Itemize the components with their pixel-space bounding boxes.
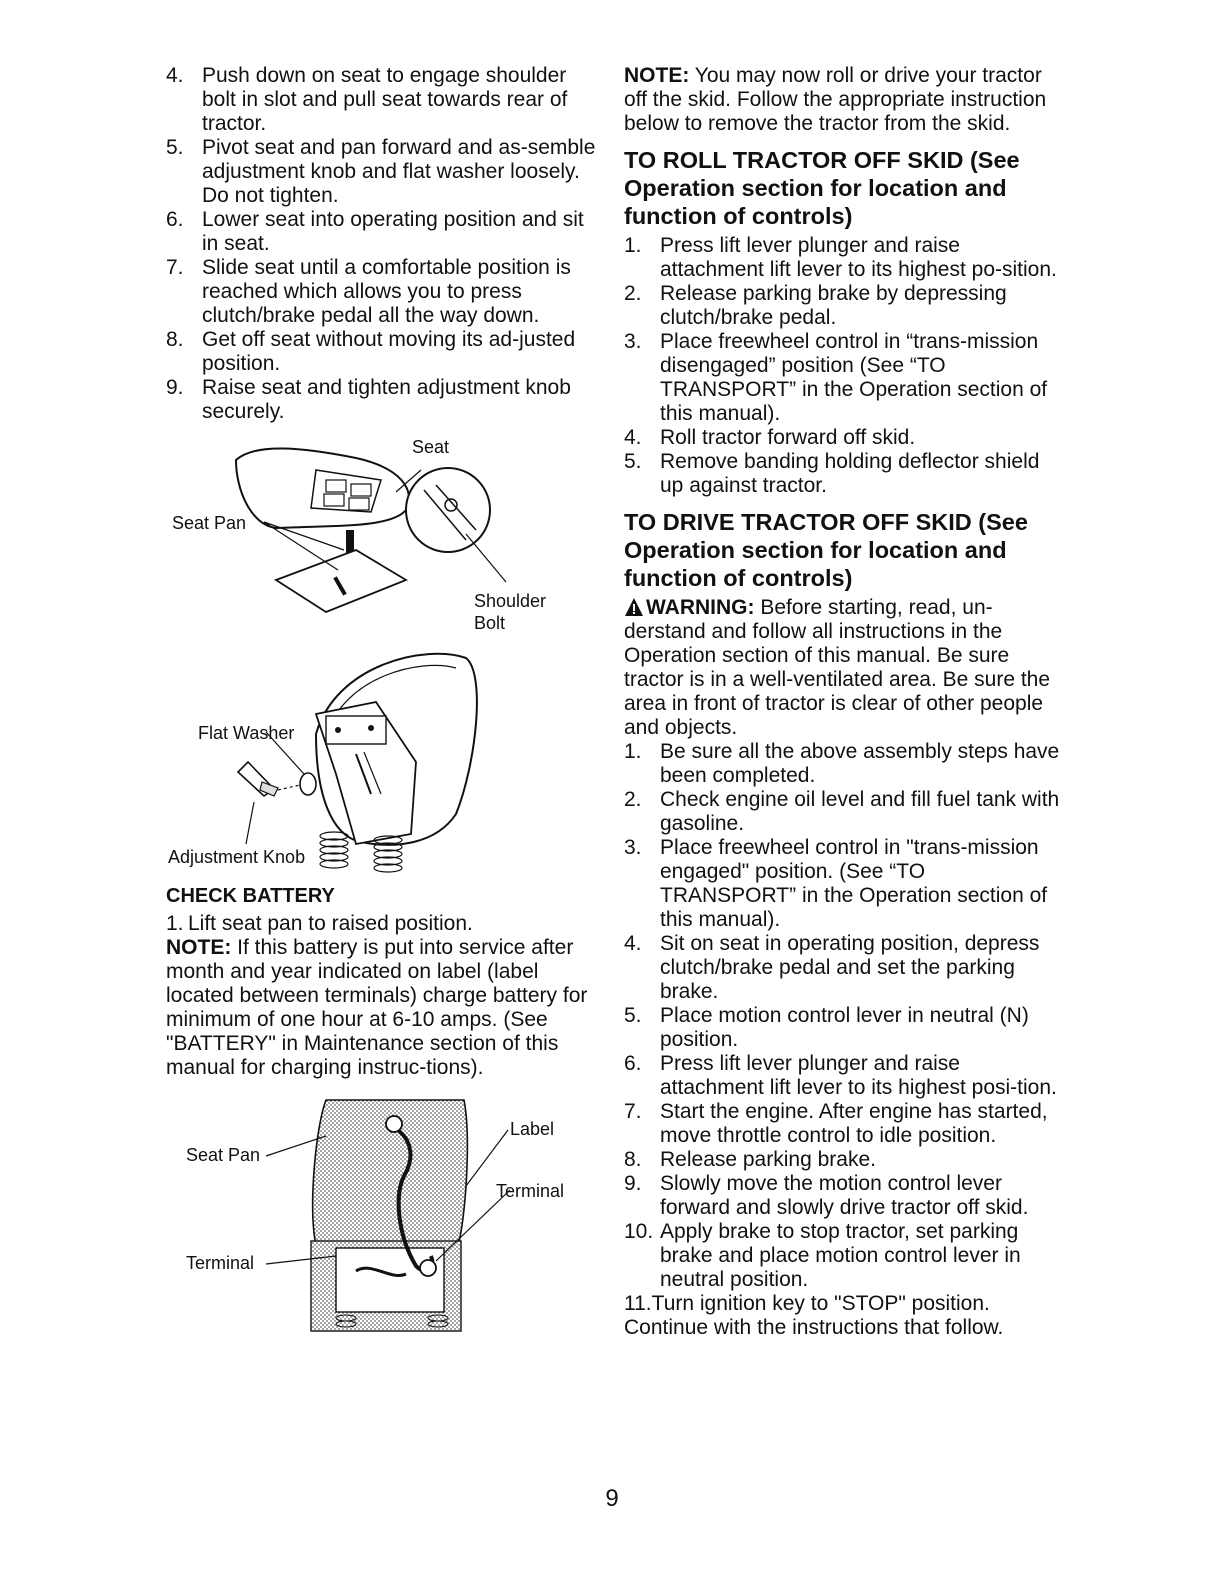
list-item: 3. Place freewheel control in “trans-mission disengaged” position (See “TO TRANSPORT” in the Operation section of this manual). bbox=[624, 330, 1048, 425]
list-item: 5. Pivot seat and pan forward and as-semble adjustment knob and flat washer loosely. Do not tighten. bbox=[166, 136, 596, 207]
roll-tractor-heading: TO ROLL TRACTOR OFF SKID (See Operation section for location and function of controls) bbox=[624, 147, 1020, 229]
list-item: 11.Turn ignition key to "STOP" position. bbox=[624, 1292, 990, 1315]
seat-assembly-figure bbox=[166, 430, 596, 640]
list-item: 7. Start the engine. After engine has started, move throttle control to idle position. bbox=[624, 1100, 1048, 1147]
check-battery-heading: CHECK BATTERY bbox=[166, 885, 335, 907]
right-column bbox=[624, 64, 1064, 1340]
list-item: 10. Apply brake to stop tractor, set parking brake and place motion control lever in neutral position. bbox=[624, 1220, 1021, 1291]
drive-steps-list bbox=[624, 740, 1064, 1316]
page-number: 9 bbox=[605, 1485, 619, 1512]
list-item: 4. Push down on seat to engage shoulder bolt in slot and pull seat towards rear of tractor. bbox=[166, 64, 568, 135]
list-item: 5. Remove banding holding deflector shield up against tractor. bbox=[624, 450, 1040, 497]
skid-note: NOTE: You may now roll or drive your tractor off the skid. Follow the appropriate instruction below to remove the tractor from the skid. bbox=[624, 64, 1047, 135]
closing-text: Continue with the instructions that follow. bbox=[624, 1316, 1004, 1339]
list-item: 1. Be sure all the above assembly steps have been completed. bbox=[624, 740, 1060, 787]
list-item: 1. Lift seat pan to raised position. bbox=[166, 912, 473, 935]
list-item: 9. Raise seat and tighten adjustment knob securely. bbox=[166, 376, 571, 423]
battery-note: NOTE: If this battery is put into service after month and year indicated on label (label located between terminals) charge battery for minimum of one hour at 6-10 amps. (See "BATTERY" in Maintenance section of this manual for charging instruc-tions). bbox=[166, 936, 588, 1079]
list-item: 6. Press lift lever plunger and raise attachment lift lever to its highest posi-tion. bbox=[624, 1052, 1057, 1099]
seat-pan-label: Seat Pan bbox=[172, 513, 247, 533]
list-item: 2. Release parking brake by depressing clutch/brake pedal. bbox=[624, 282, 1007, 329]
list-item: 7. Slide seat until a comfortable position is reached which allows you to press clutch/brake pedal all the way down. bbox=[166, 256, 571, 327]
list-item: 9. Slowly move the motion control lever forward and slowly drive tractor off skid. bbox=[624, 1172, 1029, 1219]
warning-paragraph: WARNING: Before starting, read, un-derstand and follow all instructions in the Operation section of this manual. Be sure tractor is in a well-ventilated area. Be sure the area in front of tractor is clear of other people and objects. bbox=[624, 596, 1051, 739]
battery-figure bbox=[166, 1096, 596, 1336]
flat-washer-label: Flat Washer bbox=[198, 723, 295, 743]
list-item: 6. Lower seat into operating position and sit in seat. bbox=[166, 208, 584, 255]
list-item: 4. Sit on seat in operating position, depress clutch/brake pedal and set the parking brake. bbox=[624, 932, 1040, 1003]
list-item: 8. Release parking brake. bbox=[624, 1148, 876, 1171]
warning-icon bbox=[624, 597, 644, 617]
drive-tractor-heading: TO DRIVE TRACTOR OFF SKID (See Operation section for location and function of controls) bbox=[624, 509, 1028, 591]
knob-illustration bbox=[166, 644, 596, 876]
list-item: 5. Place motion control lever in neutral (N) position. bbox=[624, 1004, 1029, 1051]
left-column bbox=[166, 64, 596, 1336]
shoulder-label: Shoulder bbox=[474, 591, 547, 611]
battery-seat-pan-label: Seat Pan bbox=[186, 1145, 261, 1165]
adjustment-knob-figure bbox=[166, 644, 596, 876]
list-item: 8. Get off seat without moving its ad-justed position. bbox=[166, 328, 576, 375]
list-item: 4. Roll tractor forward off skid. bbox=[624, 426, 916, 449]
battery-label-label: Label bbox=[510, 1119, 555, 1139]
terminal-left-label: Terminal bbox=[186, 1253, 255, 1273]
roll-steps-list bbox=[624, 234, 1064, 498]
list-item: 1. Press lift lever plunger and raise attachment lift lever to its highest po-sition. bbox=[624, 234, 1057, 281]
bolt-label: Bolt bbox=[474, 613, 506, 633]
seat-steps-list bbox=[166, 64, 596, 424]
list-item: 2. Check engine oil level and fill fuel tank with gasoline. bbox=[624, 788, 1060, 835]
list-item: 3. Place freewheel control in "trans-mission engaged" position. (See “TO TRANSPORT” in the Operation section of this manual). bbox=[624, 836, 1048, 931]
seat-label: Seat bbox=[412, 437, 450, 457]
battery-steps-list bbox=[166, 912, 596, 936]
adjustment-knob-label: Adjustment Knob bbox=[168, 847, 306, 867]
terminal-right-label: Terminal bbox=[496, 1181, 565, 1201]
